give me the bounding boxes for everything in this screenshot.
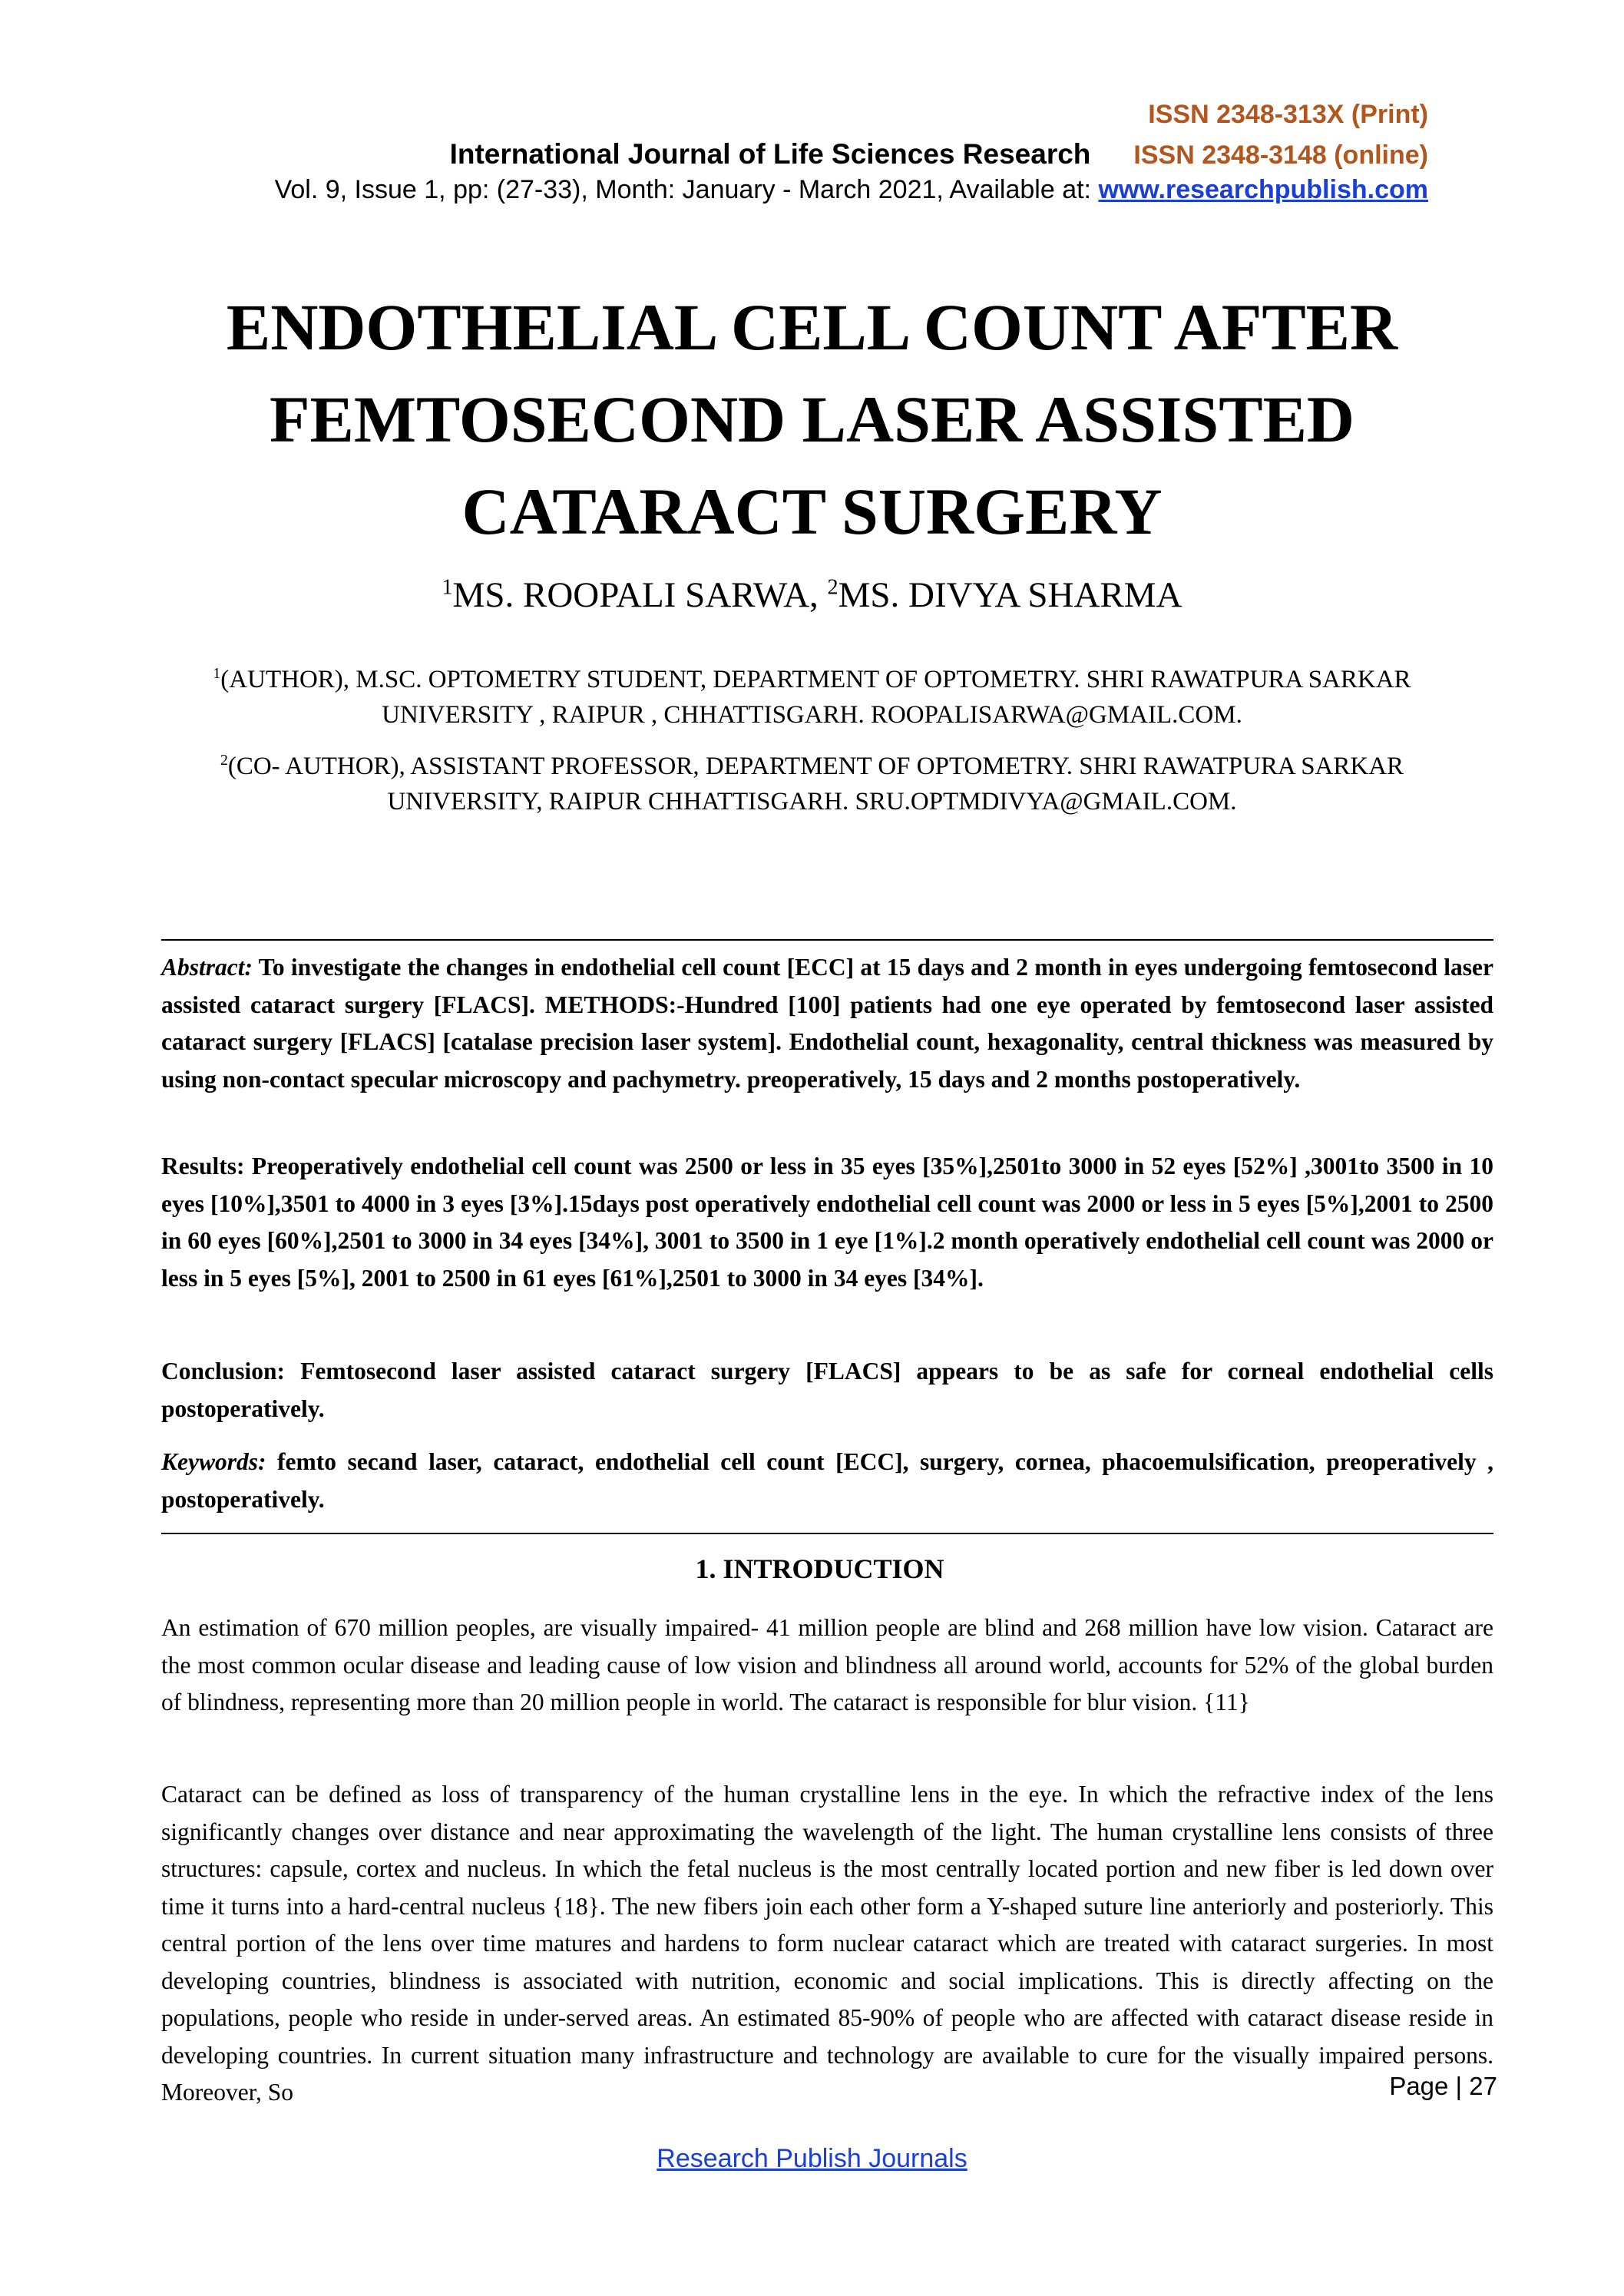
affiliation-1-marker: 1 bbox=[213, 665, 221, 682]
abstract-conclusion: Conclusion: Femtosecond laser assisted cataract surgery [FLACS] appears to be as safe for corneal endothelial cells postoperatively. bbox=[161, 1358, 1493, 1422]
title-line-3: CATARACT SURGERY bbox=[461, 475, 1163, 548]
keywords-text: femto secand laser, cataract, endothelial cell count [ECC], surgery, cornea, phacoemulsification, preoperatively , postoperatively. bbox=[161, 1448, 1493, 1513]
issn-print: ISSN 2348-313X (Print) bbox=[1148, 100, 1428, 129]
abstract-text: To investigate the changes in endothelial cell count [ECC] at 15 days and 2 month in eyes undergoing femtosecond laser assisted cataract surgery [FLACS]. METHODS:-Hundred [100] patients had one eye operated by femtosecond laser assisted cataract surgery [FLACS] [catalase precision laser system]. Endothelial count, hexagonality, central thickness was measured by using non-contact specular microscopy and pachymetry. preoperatively, 15 days and 2 months postoperatively. bbox=[161, 954, 1493, 1093]
affiliation-2-line-2: UNIVERSITY, RAIPUR CHHATTISGARH. SRU.OPTMDIVYA@GMAIL.COM. bbox=[387, 788, 1237, 816]
website-link[interactable]: www.researchpublish.com bbox=[1098, 175, 1428, 204]
author-list bbox=[154, 574, 1470, 616]
journal-name: International Journal of Life Sciences Research bbox=[449, 138, 1091, 170]
keywords-label: Keywords: bbox=[161, 1448, 266, 1475]
author-1-name: MS. ROOPALI SARWA, bbox=[452, 575, 828, 615]
keywords-paragraph bbox=[161, 1444, 1493, 1518]
author-1-marker: 1 bbox=[442, 575, 453, 600]
title-line-1: ENDOTHELIAL CELL COUNT AFTER bbox=[226, 290, 1398, 364]
header-journal-row bbox=[0, 138, 1428, 170]
issn-online: ISSN 2348-3148 (online) bbox=[1133, 141, 1428, 170]
volume-info: Vol. 9, Issue 1, pp: (27-33), Month: January - March 2021, Available at: bbox=[274, 175, 1099, 204]
author-2-marker: 2 bbox=[827, 575, 838, 600]
affiliation-2-marker: 2 bbox=[220, 752, 228, 769]
section-heading-introduction: 1. INTRODUCTION bbox=[695, 1553, 944, 1584]
affiliation-1-line-1: (AUTHOR), M.SC. OPTOMETRY STUDENT, DEPARTMENT OF OPTOMETRY. SHRI RAWATPURA SARKAR bbox=[220, 666, 1411, 693]
affiliation-2 bbox=[154, 749, 1470, 819]
affiliation-1 bbox=[154, 662, 1470, 733]
title-line-2: FEMTOSECOND LASER ASSISTED bbox=[269, 382, 1355, 456]
page-number: Page | 27 bbox=[1389, 2072, 1497, 2100]
publisher-link[interactable]: Research Publish Journals bbox=[657, 2144, 967, 2173]
affiliation-2-line-1: (CO- AUTHOR), ASSISTANT PROFESSOR, DEPARTMENT OF OPTOMETRY. SHRI RAWATPURA SARKAR bbox=[227, 753, 1404, 780]
abstract-top-rule bbox=[161, 939, 1493, 941]
paper-title bbox=[154, 281, 1470, 557]
introduction-paragraph-2: Cataract can be defined as loss of transparency of the human crystalline lens in the eye. In which the refractive index of the lens significantly changes over distance and near approximating the wavelength of the light. The human crystalline lens consists of three structures: capsule, cortex and nucleus. In which the fetal nucleus is the most centrally located portion and new fiber is led down over time it turns into a hard-central nucleus {18}. The new fibers join each other form a Y-shaped suture line anteriorly and posteriorly. This central portion of the lens over time matures and hardens to form nuclear cataract which are treated with cataract surgeries. In most developing countries, blindness is associated with nutrition, economic and social implications. This is directly affecting on the populations, people who reside in under-served areas. An estimated 85-90% of people who are affected with cataract disease reside in developing countries. In current situation many infrastructure and technology are available to cure for the visually impaired persons. Moreover, So bbox=[161, 1781, 1493, 2106]
abstract-label: Abstract: bbox=[161, 954, 253, 981]
author-2-name: MS. DIVYA SHARMA bbox=[838, 575, 1182, 615]
affiliation-1-line-2: UNIVERSITY , RAIPUR , CHHATTISGARH. ROOPALISARWA@GMAIL.COM. bbox=[382, 701, 1242, 729]
introduction-paragraph-1: An estimation of 670 million peoples, are visually impaired- 41 million people are blind and 268 million have low vision. Cataract are the most common ocular disease and leading cause of low vision and blindness all around world, accounts for 52% of the global burden of blindness, representing more than 20 million people in world. The cataract is responsible for blur vision. {11} bbox=[161, 1614, 1493, 1715]
abstract-paragraph bbox=[161, 949, 1493, 1098]
abstract-results: Results: Preoperatively endothelial cell count was 2500 or less in 35 eyes [35%],2501to 3000 in 52 eyes [52%] ,3001to 3500 in 10 eyes [10%],3501 to 4000 in 3 eyes [3%].15days post operatively endothelial cell count was 2000 or less in 5 eyes [5%],2001 to 2500 in 60 eyes [60%],2501 to 3000 in 34 eyes [34%], 3001 to 3500 in 1 eye [1%].2 month operatively endothelial cell count was 2000 or less in 5 eyes [5%], 2001 to 2500 in 61 eyes [61%],2501 to 3000 in 34 eyes [34%]. bbox=[161, 1153, 1493, 1292]
volume-info-row bbox=[0, 175, 1428, 205]
abstract-bottom-rule bbox=[161, 1533, 1493, 1534]
